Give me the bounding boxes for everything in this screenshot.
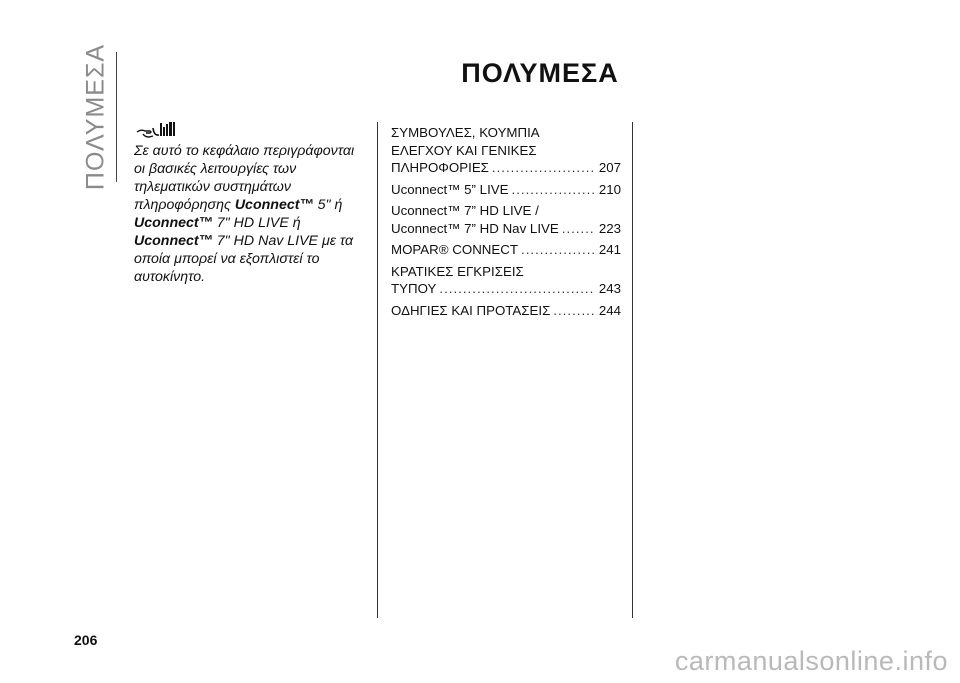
toc-label: ΟΔΗΓΙΕΣ ΚΑΙ ΠΡΟΤΑΣΕΙΣ [391,302,551,318]
toc-label: MOPAR® CONNECT [391,242,519,257]
toc-line [391,124,621,142]
toc-line-last [391,241,621,259]
toc-line-last [391,280,621,298]
toc-entry[interactable] [391,241,621,259]
uconnect-symbol-icon [135,120,179,140]
toc-label: ΠΛΗΡΟΦΟΡΙΕΣ [391,160,489,175]
toc-line [391,202,621,220]
toc-label: Uconnect™ 5” LIVE [391,181,509,197]
toc-label: ΚΡΑΤΙΚΕΣ ΕΓΚΡΙΣΕΙΣ [391,263,524,279]
toc-entry[interactable] [391,181,621,199]
intro-text-3: 7" HD LIVE ή [212,215,301,231]
intro-bold-1: Uconnect™ [234,197,314,213]
toc-label: ΣΥΜΒΟΥΛΕΣ, ΚΟΥΜΠΙΑ [391,125,540,140]
table-of-contents [391,124,621,323]
toc-line-last [391,302,621,320]
chapter-side-tab [76,43,117,191]
intro-bold-2: Uconnect™ [134,215,213,231]
toc-line [391,263,621,281]
toc-line-last [391,159,621,177]
page-title: ΠΟΛΥΜΕΣΑ [461,58,619,88]
intro-bold-3: Uconnect™ [134,233,213,249]
toc-leader-dots [439,280,594,298]
chapter-intro [134,142,356,286]
toc-page: 223 [598,220,621,236]
toc-label: Uconnect™ 7” HD Nav LIVE [391,220,559,236]
intro-text-2: 5" ή [313,197,343,213]
toc-page: 243 [598,281,621,296]
toc-leader-dots [512,181,594,199]
toc-leader-dots [562,220,594,238]
uconnect-icons [135,120,179,140]
toc-label: ΤΥΠΟΥ [391,281,437,296]
toc-entry[interactable] [391,124,621,177]
toc-line-last [391,181,621,199]
column-divider-left [377,122,378,618]
toc-leader-dots [521,241,594,259]
toc-line [391,142,621,160]
toc-leader-dots [553,302,594,320]
toc-line-last [391,220,621,238]
toc-leader-dots [492,159,594,177]
toc-label: Uconnect™ 7” HD LIVE / [391,203,539,218]
column-divider-right [632,122,633,618]
toc-entry[interactable] [391,263,621,298]
toc-page: 244 [598,302,621,318]
toc-page: 210 [598,181,621,197]
toc-entry[interactable] [391,302,621,320]
page-number: 206 [74,632,98,648]
toc-entry[interactable] [391,202,621,237]
toc-page: 207 [598,160,621,175]
intro-text-4: 7" HD Nav LIVE με τα οποία μπορεί να εξοπλιστεί το αυτοκίνητο. [134,233,354,285]
toc-label: ΕΛΕΓΧΟΥ ΚΑΙ ΓΕΝΙΚΕΣ [391,142,537,158]
chapter-side-tab-label: ΠΟΛΥΜΕΣΑ [81,43,110,191]
watermark: carmanualsonline.info [674,646,948,676]
intro-text-1: Σε αυτό το κεφάλαιο περιγράφονται οι βασικές λειτουργίες των τηλεματικών συστημάτων πληροφόρησης [134,143,355,213]
toc-page: 241 [598,242,621,257]
